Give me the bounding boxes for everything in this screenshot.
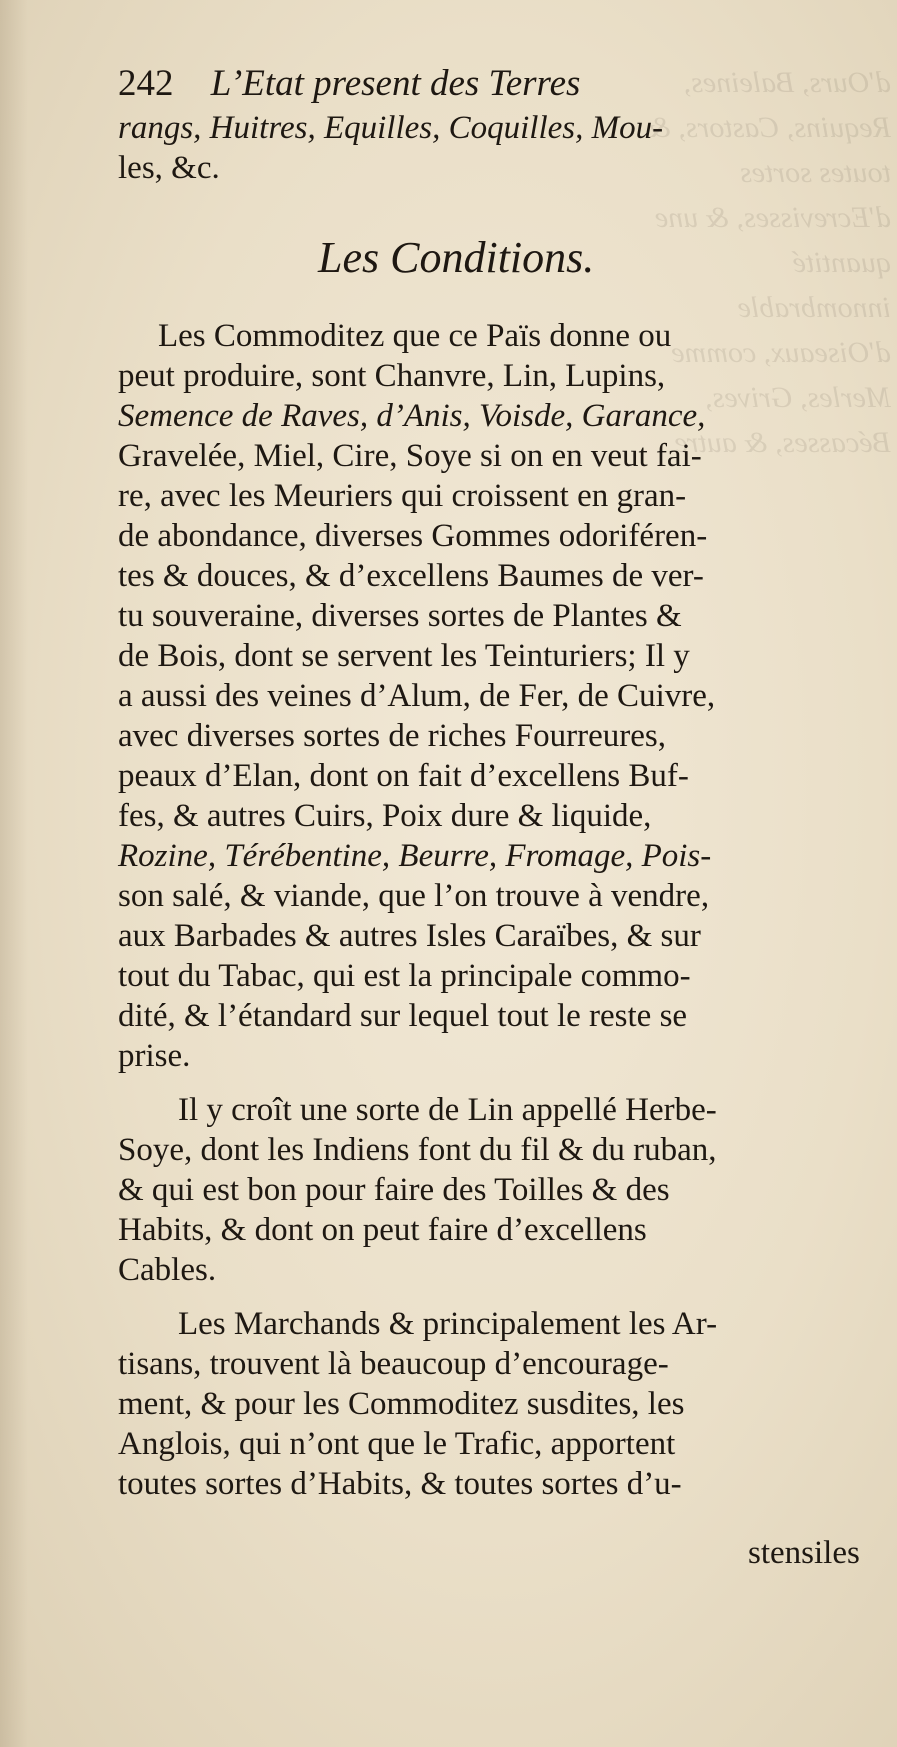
text-line: prise. bbox=[118, 1038, 191, 1074]
running-head bbox=[118, 62, 580, 105]
text-line: rangs, Huitres, Equilles, Coquilles, Mou- bbox=[118, 110, 664, 146]
text-line: ment, & pour les Commoditez susdites, les bbox=[118, 1386, 685, 1422]
text-line: Il y croît une sorte de Lin appellé Herbe- bbox=[178, 1092, 717, 1128]
text-line: Habits, & dont on peut faire d’excellens bbox=[118, 1212, 647, 1248]
page-number: 242 bbox=[118, 63, 174, 104]
text-line: Cables. bbox=[118, 1252, 217, 1288]
page-gutter-shadow bbox=[0, 0, 28, 1747]
text-line: toutes sortes d’Habits, & toutes sortes d’u- bbox=[118, 1466, 682, 1502]
text-line: tisans, trouvent là beaucoup d’encourage- bbox=[118, 1346, 669, 1382]
catchword: stensiles bbox=[748, 1535, 860, 1571]
text-line: Les Marchands & principalement les Ar- bbox=[178, 1306, 718, 1342]
text-line: Les Commoditez que ce Païs donne ou bbox=[158, 318, 672, 354]
text-line: peaux d’Elan, dont on fait d’excellens Buf- bbox=[118, 758, 689, 794]
text-line: Semence de Raves, d’Anis, Voisde, Garance, bbox=[118, 398, 706, 434]
text-line: aux Barbades & autres Isles Caraïbes, & sur bbox=[118, 918, 701, 954]
text-line: Soye, dont les Indiens font du fil & du ruban, bbox=[118, 1132, 717, 1168]
running-title: L’Etat present des Terres bbox=[210, 63, 581, 104]
text-line: dité, & l’étandard sur lequel tout le reste se bbox=[118, 998, 688, 1034]
text-line: & qui est bon pour faire des Toilles & des bbox=[118, 1172, 670, 1208]
text-line: peut produire, sont Chanvre, Lin, Lupins, bbox=[118, 358, 666, 394]
text-line: fes, & autres Cuirs, Poix dure & liquide, bbox=[118, 798, 652, 834]
text-line: a aussi des veines d’Alum, de Fer, de Cuivre, bbox=[118, 678, 716, 714]
text-line: re, avec les Meuriers qui croissent en gran- bbox=[118, 478, 687, 514]
text-line: Anglois, qui n’ont que le Trafic, apportent bbox=[118, 1426, 676, 1462]
text-line: Gravelée, Miel, Cire, Soye si on en veut fai- bbox=[118, 438, 702, 474]
section-title: Les Conditions. bbox=[318, 233, 595, 282]
text-line: de abondance, diverses Gommes odoriféren- bbox=[118, 518, 708, 554]
text-line: son salé, & viande, que l’on trouve à vendre, bbox=[118, 878, 710, 914]
text-line: les, &c. bbox=[118, 150, 220, 186]
text-line: de Bois, dont se servent les Teinturiers; Il y bbox=[118, 638, 690, 674]
text-line: tout du Tabac, qui est la principale commo- bbox=[118, 958, 691, 994]
text-line: Rozine, Térébentine, Beurre, Fromage, Pois- bbox=[118, 838, 712, 874]
text-line: tu souveraine, diverses sortes de Plantes & bbox=[118, 598, 682, 634]
text-line: tes & douces, & d’excellens Baumes de ver- bbox=[118, 558, 704, 594]
text-line: avec diverses sortes de riches Fourreures, bbox=[118, 718, 666, 754]
bleed-through-text: d'Ours, Baleines, Requins, Castors, & toutes sortes d'Ecrevisses, & une quantité innombrable d'Oiseaux, comme Merles, Grives, Bécasses, & autre bbox=[647, 66, 891, 459]
